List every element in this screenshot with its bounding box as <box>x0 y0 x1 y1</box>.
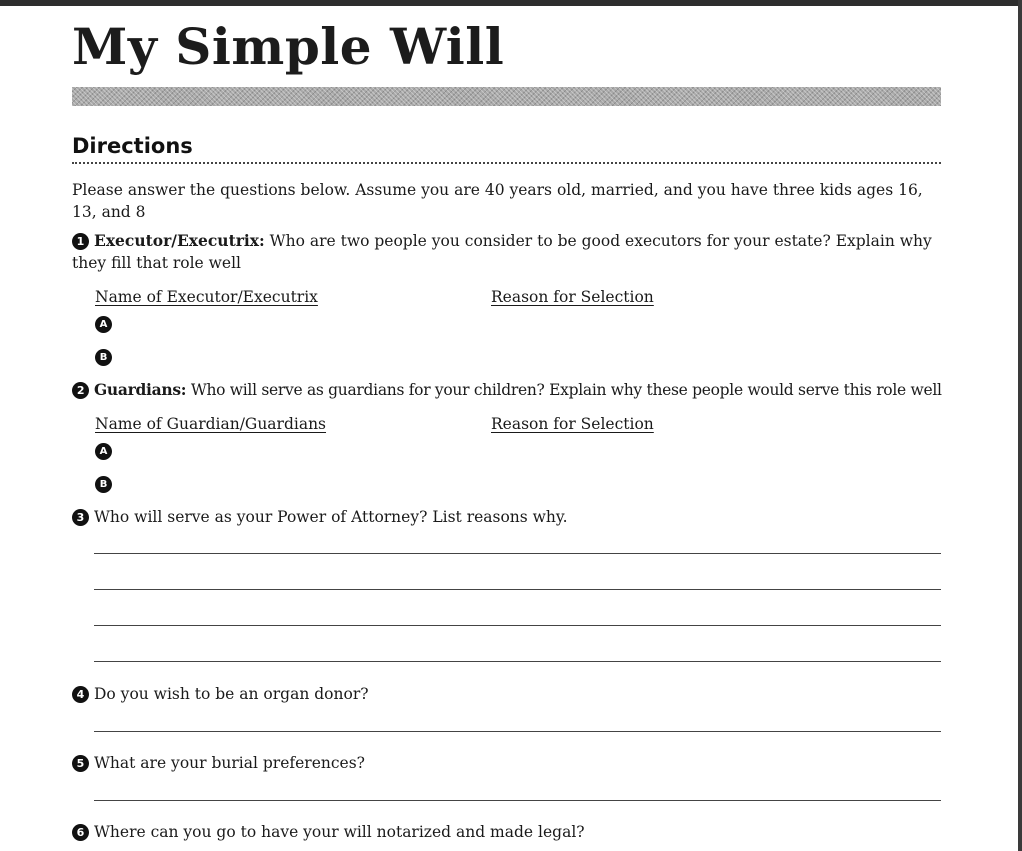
question-number-6: 6 <box>72 824 89 841</box>
guardian-row-b-badge: B <box>95 476 112 493</box>
question-number-4: 4 <box>72 686 89 703</box>
question-3 <box>72 506 568 528</box>
top-border <box>0 0 1022 6</box>
answer-line[interactable] <box>94 625 941 626</box>
answer-line[interactable] <box>94 553 941 554</box>
question-number-2: 2 <box>72 382 89 399</box>
answer-line[interactable] <box>94 800 941 801</box>
question-6-text: Where can you go to have your will notarized and made legal? <box>94 823 585 841</box>
guardian-name-column-header: Name of Guardian/Guardians <box>95 415 327 433</box>
question-5 <box>72 752 365 774</box>
answer-line[interactable] <box>94 661 941 662</box>
question-1-label: Executor/Executrix: <box>94 231 265 250</box>
question-3-text: Who will serve as your Power of Attorney? List reasons why. <box>94 508 568 526</box>
directions-heading: Directions <box>72 134 193 158</box>
answer-line[interactable] <box>94 731 941 732</box>
question-number-1: 1 <box>72 233 89 250</box>
title-underline-bar <box>72 87 941 106</box>
guardian-row-a-badge: A <box>95 443 112 460</box>
question-4-text: Do you wish to be an organ donor? <box>94 685 369 703</box>
dotted-divider <box>72 162 941 164</box>
executor-row-b-badge: B <box>95 349 112 366</box>
guardian-reason-column-header: Reason for Selection <box>491 415 654 433</box>
question-2-label: Guardians: <box>94 380 187 399</box>
question-1-text: Who are two people you consider to be good executors for your estate? Explain why they fill that role well <box>72 232 932 272</box>
question-1 <box>72 230 944 274</box>
executor-name-column-header: Name of Executor/Executrix <box>95 288 318 306</box>
executor-reason-column-header: Reason for Selection <box>491 288 654 306</box>
right-border <box>1018 0 1022 851</box>
question-number-3: 3 <box>72 509 89 526</box>
question-2 <box>72 379 952 401</box>
directions-text: Please answer the questions below. Assume you are 40 years old, married, and you have three kids ages 16, 13, and 8 <box>72 181 923 221</box>
executor-row-a-badge: A <box>95 316 112 333</box>
question-4 <box>72 683 369 705</box>
question-2-text: Who will serve as guardians for your children? Explain why these people would serve this role well <box>186 381 942 399</box>
question-number-5: 5 <box>72 755 89 772</box>
answer-line[interactable] <box>94 589 941 590</box>
question-5-text: What are your burial preferences? <box>94 754 365 772</box>
page-title: My Simple Will <box>72 17 505 76</box>
question-6 <box>72 821 585 843</box>
